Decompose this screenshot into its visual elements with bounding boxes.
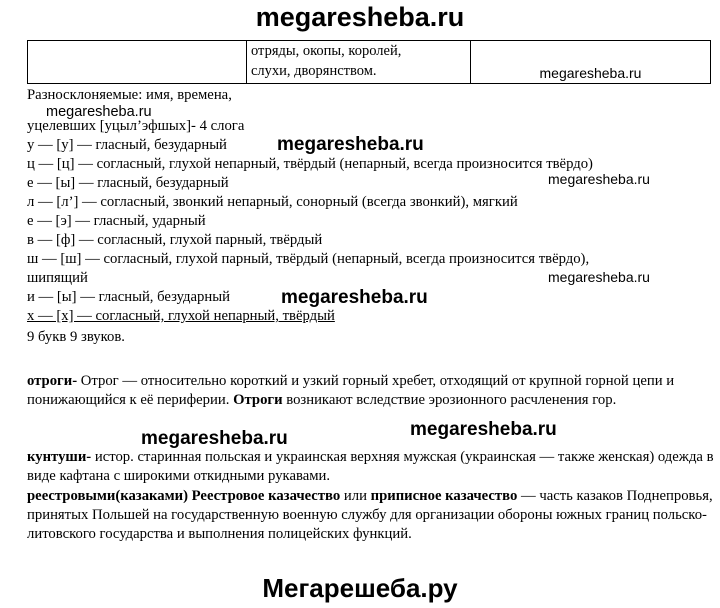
otrogi-bold-2: Отроги — [233, 392, 283, 408]
sound-line-7: ш — [ш] — согласный, глухой парный, твёрдый (непарный, всегда произносится твёрдо), — [27, 251, 590, 267]
reestr-bold-2: приписное казачество — [370, 488, 518, 504]
watermark-mid-1: megaresheba.ru — [277, 134, 424, 155]
table-words-line2: слухи, дворянством. — [251, 63, 377, 79]
raznosklon-line: Разносклоняемые: имя, времена, — [27, 87, 232, 103]
sound-line-5: е — [э] — гласный, ударный — [27, 213, 206, 229]
otrogi-text-2: возникают вследствие эрозионного расчленения гор. — [282, 392, 617, 408]
definition-kuntushi — [27, 448, 717, 486]
sound-line-1: у — [у] — гласный, безударный — [27, 137, 227, 153]
term-otrogi: отроги- — [27, 373, 78, 389]
table-cell-empty — [28, 41, 247, 84]
sound-line-6: в — [ф] — согласный, глухой парный, твёрдый — [27, 232, 323, 248]
kuntushi-text: истор. старинная польская и украинская верхняя мужская (украинская — также женская) одежда в виде кафтана с широкими откидными рукавами. — [27, 449, 714, 484]
definition-otrogi — [27, 372, 717, 410]
word-table — [27, 40, 711, 84]
table-cell-watermark — [471, 41, 711, 84]
watermark-small-2: megaresheba.ru — [548, 171, 650, 187]
reestr-paren: (казаками) — [115, 488, 192, 504]
term-reestr: реестровыми — [27, 488, 116, 504]
reestr-text: — часть казаков Поднепровья, принятых Польшей на государственную военную службу для организации обороны южных границ польско-литовского государства и выполнения полицейских функций. — [27, 488, 713, 542]
sound-line-8: шипящий — [27, 270, 88, 286]
watermark-mid-2: megaresheba.ru — [281, 287, 428, 308]
reestr-or: или — [340, 488, 371, 504]
watermark-mid-4: megaresheba.ru — [410, 419, 557, 440]
sound-line-9: и — [ы] — гласный, безударный — [27, 289, 230, 305]
table-words-line1: отряды, окопы, королей, — [251, 43, 402, 59]
watermark-mid-3: megaresheba.ru — [141, 428, 288, 449]
watermark-table: megaresheba.ru — [539, 65, 642, 81]
letters-summary: 9 букв 9 звуков. — [27, 329, 125, 345]
watermark-small-3: megaresheba.ru — [548, 269, 650, 285]
otrogi-text-1: Отрог — относительно короткий и узкий горный хребет, отходящий от крупной горной цепи и понижающийся к её периферии. — [27, 373, 675, 408]
definition-reestr — [27, 487, 717, 544]
watermark-top: megaresheba.ru — [255, 2, 465, 32]
sound-line-4: л — [л’] — согласный, звонкий непарный, сонорный (всегда звонкий), мягкий — [27, 194, 518, 210]
watermark-small-1: megaresheba.ru — [46, 104, 152, 120]
term-kuntushi: кунтуши- — [27, 449, 92, 465]
sound-line-3: е — [ы] — гласный, безударный — [27, 175, 229, 191]
watermark-bottom: Мегарешеба.ру — [262, 573, 458, 603]
sound-line-2: ц — [ц] — согласный, глухой непарный, твёрдый (непарный, всегда произносится твёрдо) — [27, 156, 593, 172]
word-line: уцелевших [уцыл’эфшых]- 4 слога — [27, 118, 245, 134]
table-cell-words — [247, 41, 471, 84]
sound-line-10: х — [х] — согласный, глухой непарный, твёрдый — [27, 308, 335, 324]
reestr-bold-1: Реестровое казачество — [191, 488, 341, 504]
